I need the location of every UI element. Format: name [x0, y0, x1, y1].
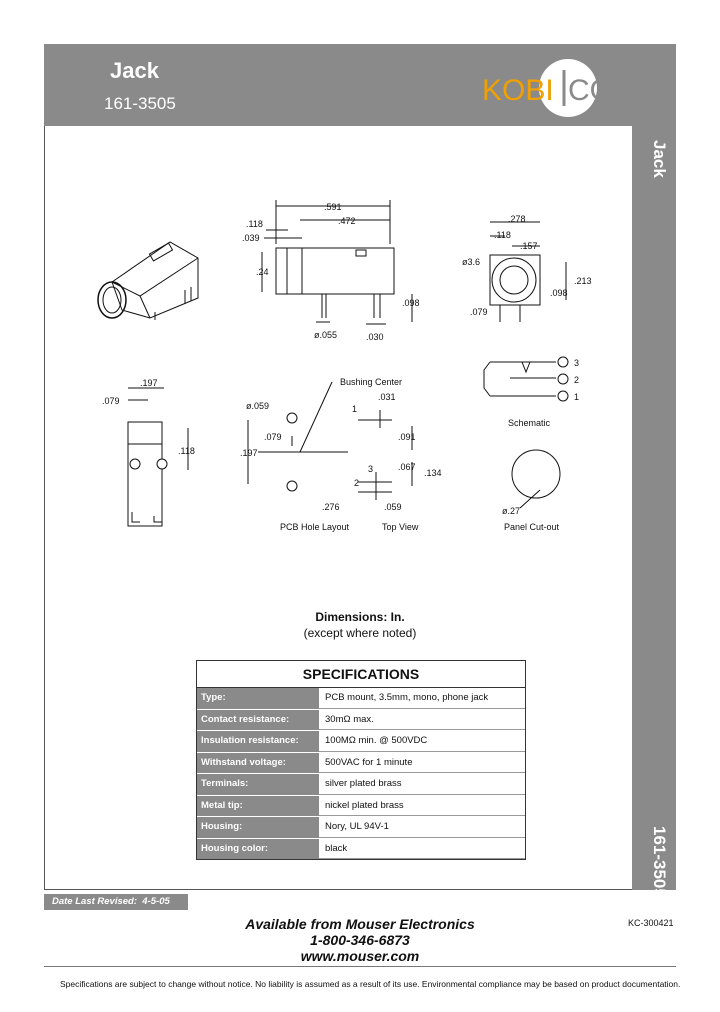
part-number: 161-3505: [104, 94, 176, 113]
dim-197-pcb: .197: [240, 448, 258, 458]
availability-phone: 1-800-346-6873: [310, 932, 410, 948]
dim-118-side: .118: [246, 219, 263, 229]
spec-row: [197, 796, 525, 818]
panel-cutout-leader: [520, 490, 540, 508]
spec-row: [197, 731, 525, 753]
dim-591: .591: [324, 202, 342, 212]
spec-label: Metal tip:: [197, 796, 319, 817]
dim-079-left: .079: [102, 396, 120, 406]
pin-2-label: 2: [354, 478, 360, 488]
spec-label: Insulation resistance:: [197, 731, 319, 752]
footprint-hole-b: [157, 459, 167, 469]
spec-label: Withstand voltage:: [197, 753, 319, 774]
availability-url[interactable]: www.mouser.com: [300, 948, 420, 964]
dim-067: .067: [398, 462, 416, 472]
side-title: Jack: [650, 140, 669, 178]
spec-label: Terminals:: [197, 774, 319, 795]
dim-091: .091: [398, 432, 416, 442]
dim-059-top: .059: [384, 502, 402, 512]
logo-kobi: KOBI: [482, 74, 554, 107]
revision-date: 4-5-05: [142, 896, 170, 907]
dim-079-front: .079: [470, 307, 488, 317]
bushing-center-label: Bushing Center: [340, 377, 403, 387]
spec-value: black: [319, 839, 525, 860]
dim-24: .24: [256, 267, 269, 277]
panel-label: Panel Cut-out: [504, 522, 560, 532]
revision-text: [52, 896, 170, 907]
panel-cutout-circle: [512, 450, 560, 498]
dim-055: ø.055: [314, 330, 338, 340]
dim-059-hole: ø.059: [246, 401, 270, 411]
logo-conn: CONN: [568, 74, 657, 107]
side-part-number: 161-3505: [650, 826, 669, 898]
dim-36mm: ø3.6: [462, 257, 481, 267]
schematic-label: Schematic: [508, 418, 551, 428]
dim-213: .213: [574, 276, 592, 286]
dim-278: .278: [508, 214, 526, 224]
panel-dim: ø.27: [502, 506, 521, 516]
dim-039: .039: [242, 233, 260, 243]
spec-label: Contact resistance:: [197, 710, 319, 731]
dim-098-front: .098: [550, 288, 568, 298]
pcb-hole-layout-label: PCB Hole Layout: [280, 522, 350, 532]
dimensions-title: Dimensions: In.: [315, 610, 405, 624]
top-view-label: Top View: [382, 522, 419, 532]
spec-row: [197, 753, 525, 775]
availability-line: Available from Mouser Electronics: [245, 916, 475, 932]
availability-block: [0, 916, 720, 964]
dim-197-left: .197: [140, 378, 158, 388]
dim-472: .472: [338, 216, 356, 226]
dimensions-subtitle: (except where noted): [303, 626, 417, 640]
dim-031: .031: [378, 392, 396, 402]
dim-118-front: .118: [494, 230, 511, 240]
spec-label: Type:: [197, 688, 319, 709]
specifications-table: [196, 660, 526, 860]
footprint-hole-a: [130, 459, 140, 469]
spec-row: [197, 839, 525, 860]
specifications-title: SPECIFICATIONS: [197, 661, 525, 688]
schematic-pin-2: 2: [574, 375, 580, 385]
spec-row: [197, 688, 525, 710]
dim-030: .030: [366, 332, 384, 342]
spec-value: nickel plated brass: [319, 796, 525, 817]
spec-row: [197, 774, 525, 796]
spec-label: Housing color:: [197, 839, 319, 860]
pin-3-label: 3: [368, 464, 374, 474]
schematic-pin-1: 1: [574, 392, 580, 402]
schematic-diagram: [484, 357, 568, 401]
kc-code: KC-300421: [628, 918, 674, 928]
schematic-pin-3: 3: [574, 358, 580, 368]
spec-row: [197, 817, 525, 839]
footprint-side-view: [128, 388, 188, 526]
spec-label: Housing:: [197, 817, 319, 838]
isometric-view: [98, 242, 198, 320]
side-bar: [632, 126, 676, 890]
spec-row: [197, 710, 525, 732]
spec-value: 30mΩ max.: [319, 710, 525, 731]
spec-value: PCB mount, 3.5mm, mono, phone jack: [319, 688, 525, 709]
page-title: Jack: [110, 58, 159, 83]
spec-value: 100MΩ min. @ 500VDC: [319, 731, 525, 752]
spec-value: Nory, UL 94V-1: [319, 817, 525, 838]
footer-divider: [44, 966, 676, 967]
dim-079-pcb: .079: [264, 432, 282, 442]
revision-label: Date Last Revised:: [52, 896, 138, 907]
pin-1-label: 1: [352, 404, 358, 414]
dim-134: .134: [424, 468, 442, 478]
dim-157: .157: [520, 241, 538, 251]
dim-118-left: .118: [178, 446, 195, 456]
side-view: [262, 200, 412, 324]
dim-276: .276: [322, 502, 340, 512]
dim-098-side: .098: [402, 298, 420, 308]
footnote: Specifications are subject to change without notice. No liability is assumed as a result of its use. Environmental compliance may be based on product documentation.: [60, 979, 681, 989]
spec-value: silver plated brass: [319, 774, 525, 795]
spec-value: 500VAC for 1 minute: [319, 753, 525, 774]
